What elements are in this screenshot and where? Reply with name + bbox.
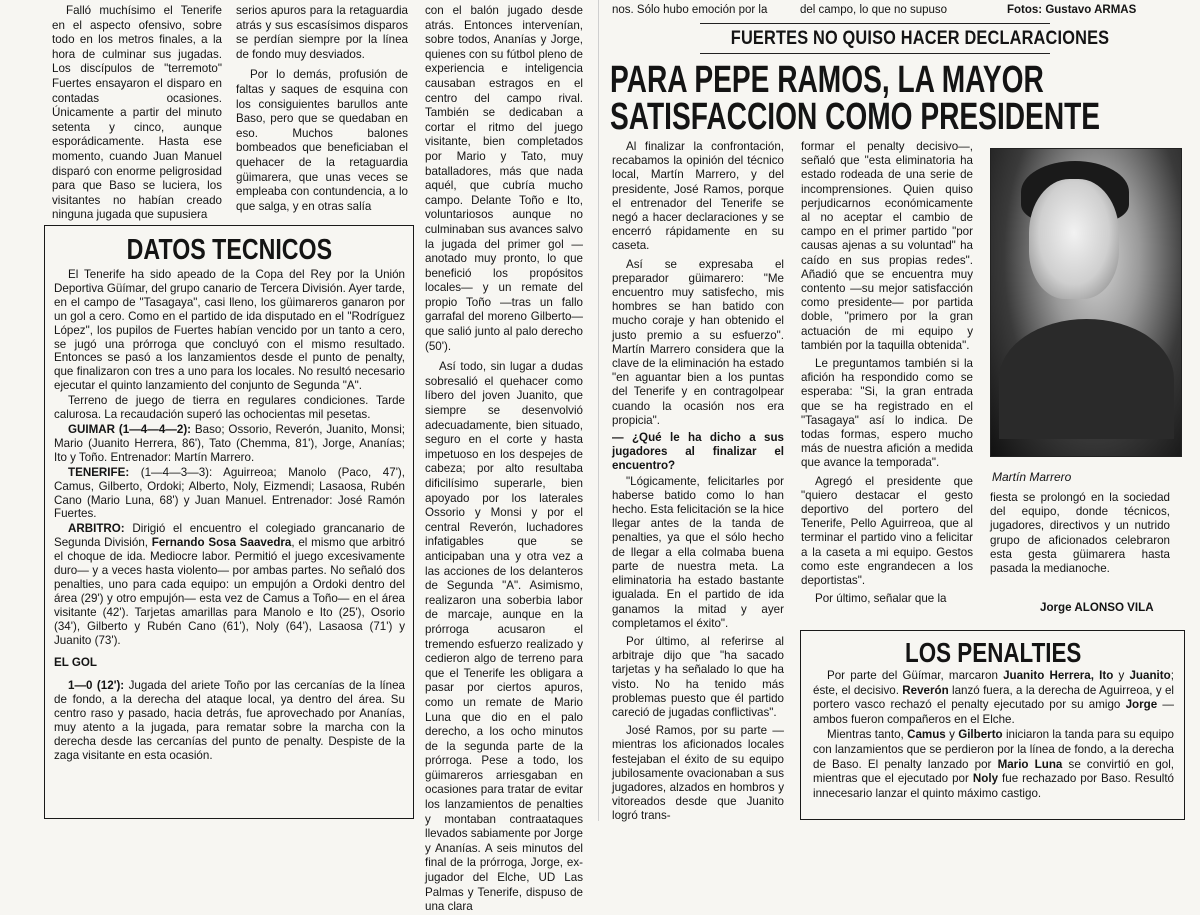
paragraph: Por lo demás, profusión de faltas y saques de esquina con los consiguientes barullos ante Baso, pero que se quedaban en eso. Muchos balones bombeados que beneficiaban el quehacer de la retaguardia güimarera, que unas veces se empleaba con contundencia, a lo que salga, y en otras salía bbox=[236, 68, 408, 213]
arbitro-text-a: Dirigió el encuentro el colegiado grancanario de Segunda División, bbox=[54, 522, 405, 550]
paragraph: Al finalizar la confrontación, recabamos la opinión del técnico local, Martín Marrero, y del presidente, José Ramos, porque el entrenador del Tenerife se negó a hacer declaraciones y se encerró rápidamente en su caseta. bbox=[612, 140, 784, 253]
byline: Jorge ALONSO VILA bbox=[1040, 601, 1154, 614]
gol-text: Jugada del ariete Toño por las cercanías de la línea de fondo, a la derecha del ataque local, ya dentro del área. Su centro raso y pasado, hacia detrás, fue aprovechado por Ananías, muy atento a la jugada, para rematar sobre la marcha con la derecha desde las cercanías del punto de penalty. Despiste de la zaga visitante en esta ocasión. bbox=[54, 679, 405, 762]
arbitro-text-b: , el mismo que arbitró el choque de ida. Mediocre labor. Permitió el juego excesivamente duro— y a veces hasta violento— por ambas partes. No señaló dos penalties, uno para cada equipo: un empujón a Ordoki dentro del área (29') y otro empujón— esta vez de Camus a Toño— en el área visitante (42'). Tarjetas amarillas para Manolo e Ito (25'), Osorio (34'), Gilberto y Rubén Cano (61'), Noly (64'), Lasaosa (71') y Juanito (73'). bbox=[54, 536, 405, 647]
datos-guimar bbox=[54, 423, 405, 465]
penalties-paragraph-1: Por parte del Güímar, marcaron Juanito Herrera, Ito y Juanito; éste, el decisivo. Reverón lanzó fuera, a la derecha de Aguirreoa, y el portero vasco rechazó el penalty ejecutado por su amigo Jorge — ambos fueron compañeros en el Elche. bbox=[813, 669, 1174, 726]
datos-title: DATOS TECNICOS bbox=[126, 234, 333, 266]
headline-line-1: PARA PEPE RAMOS, LA MAYOR bbox=[610, 59, 1044, 101]
paragraph: Así todo, sin lugar a dudas sobresalió el quehacer como líbero del joven Juanito, que siempre se desenvolvió adecuadamente, bien situado, seguro en el corte y hasta impetuoso en los despejes de cabeza; por alto resultaba dificilísimo superarle, bien apoyado por los laterales Ossorio y Monsi y por el central Reverón, luchadores infatigables que se anticipaban una y otra vez a las acciones de los delanteros de Segunda "A". Asimismo, realizaron una soberbia labor de marcaje, aunque en la prórroga acusaron el tremendo esfuerzo realizado y cedieron algo de terreno para que el Tenerife les obligara a pasar por ciertos apuros, como un remate de Mario Luna que dio en el palo derecho, a los ocho minutos de la segunda parte de la prórroga. Pese a todo, los güimareros arriesgaban en ocasiones para tratar de evitar los lanzamientos de penalties y montaban contraataques llevados sabiamente por Jorge y Ananías. A seis minutos del final de la prórroga, Jorge, ex-jugador del Elche, UD Las Palmas y Tenerife, dispuso de una clara bbox=[425, 360, 583, 914]
datos-intro: El Tenerife ha sido apeado de la Copa del Rey por la Unión Deportiva Güímar, del grupo canario de Tercera División. Ayer tarde, en el campo de "Tasagaya", casi lleno, los güimareros ganaron por un gol a cero. Como en el partido de ida disputado en el "Rodríguez López", los pupilos de Fuertes habían vencido por un tanto a cero, se jugó una prórroga que concluyó con el mismo resultado. Entonces se pasó a los lanzamientos desde el punto de penalty, que finalizaron con tres a uno para los locales. No resultó necesario ejecutar el quinto lanzamiento del conjunto de Segunda "A". bbox=[54, 268, 405, 393]
photo-face bbox=[1029, 179, 1119, 299]
datos-tenerife bbox=[54, 466, 405, 522]
paragraph: Así se expresaba el preparador güimarero: "Me encuentro muy satisfecho, mis hombres se han batido con mucho coraje y han obtenido el justo premio a su esfuerzo". Martín Marrero considera que la clave de la eliminación ha estado "en aguantar bien a los puntas del Tenerife y en contragolpear cuando la ocasión nos era propicia". bbox=[612, 257, 784, 427]
paragraph: con el balón jugado desde atrás. Entonces intervenían, sobre todos, Ananías y Jorge, quienes con su fútbol pleno de experiencia e inteligencia causaban estragos en el centro del campo rival. También se dedicaban a cortar el ritmo del juego visitante, bien completados por Mario y Tato, muy batalladores, más que nada aquél, que cubría mucho campo. Delante Toño e Ito, voluntariosos aunque no culminaban sus avances salvo la jugada del primer gol —anotado muy pronto, lo que benefició los propósitos locales— y un remate del propio Toño —tras un fallo garrafal del moreno Gilberto— que salió junto al palo derecho (50'). bbox=[425, 4, 583, 353]
penalties-box bbox=[800, 630, 1185, 820]
gol-label: EL GOL bbox=[54, 656, 97, 670]
gol-score: 1—0 (12'): bbox=[68, 679, 125, 693]
paragraph: Por último, señalar que la bbox=[815, 592, 947, 606]
guimar-label: GUIMAR (1—4—4—2): bbox=[68, 422, 192, 436]
portrait-photo bbox=[990, 148, 1182, 457]
photo-credit: Fotos: Gustavo ARMAS bbox=[1007, 4, 1137, 16]
paragraph: Le preguntamos también si la afición ha respondido como se esperaba: "Si, la gran entrada que se ha registrado en el "Tasagaya" así lo indica. De todas formas, espero mucho más de nuestra afición a medida que avance la temporada". bbox=[801, 357, 973, 470]
datos-body bbox=[54, 268, 405, 763]
datos-terreno: Terreno de juego de tierra en regulares condiciones. Tarde calurosa. La recaudación superó las ochocientas mil pesetas. bbox=[54, 394, 405, 422]
datos-gol bbox=[54, 679, 405, 762]
kicker: FUERTES NO QUISO HACER DECLARACIONES bbox=[730, 28, 1110, 49]
paragraph: Agregó el presidente que "quiero destacar el gesto deportivo del portero del Tenerife, Pello Aguirreoa, que al terminar el partido vino a felicitar a la caseta a mi equipo. Gestos como este engrandecen a los deportistas". bbox=[801, 474, 973, 588]
headline-line-2: SATISFACCION COMO PRESIDENTE bbox=[610, 96, 1101, 138]
tenerife-label: TENERIFE: bbox=[68, 465, 130, 479]
kicker-rule-bottom bbox=[700, 53, 1050, 54]
column-2-top bbox=[236, 4, 408, 214]
photo-caption: Martín Marrero bbox=[992, 470, 1072, 484]
paragraph: Por último, al referirse al arbitraje dijo que "ha sacado tarjetas y ha señalado lo que ha visto. No ha tenido más problemas puesto que él partido careció de jugadas conflictivas". bbox=[612, 634, 784, 719]
snippet-a: nos. Sólo hubo emoción por la bbox=[612, 4, 768, 16]
column-1-top bbox=[52, 4, 222, 223]
guimar-lineup: Baso; Ossorio, Reverón, Juanito, Monsi; Mario (Juanito Herrera, 86'), Tato (Chemma, 81'), Jorge, Ananías; Ito y Toño. Entrenador: Martín Marrero. bbox=[54, 422, 405, 464]
paragraph: fiesta se prolongó en la sociedad del equipo, donde técnicos, jugadores, directivos y un nutrido grupo de aficionados celebraron esta gesta güimarera hasta pasada la medianoche. bbox=[990, 491, 1170, 576]
penalties-body bbox=[813, 669, 1174, 801]
penalties-paragraph-2: Mientras tanto, Camus y Gilberto iniciaron la tanda para su equipo con lanzamientos que se perdieron por la línea de fondo, a la derecha de Baso. El penalty lanzado por Mario Luna se convirtió en gol, mientras que el ejecutado por Noly fue rechazado por Baso. Resultó innecesario lanzar el quinto máximo castigo. bbox=[813, 728, 1175, 800]
arbitro-label: ARBITRO: bbox=[68, 522, 125, 536]
snippet-b: del campo, lo que no supuso bbox=[800, 4, 948, 16]
question: — ¿Qué le ha dicho a sus jugadores al finalizar el encuentro? bbox=[612, 431, 784, 473]
datos-tecnicos-box bbox=[44, 225, 414, 819]
paragraph: Falló muchísimo el Tenerife en el aspecto ofensivo, sobre todo en los metros finales, a la hora de culminar sus jugadas. Los discípulos de "terremoto" Fuertes ensayaron el disparo en contadas ocasiones. Únicamente a partir del minuto setenta y cinco, aunque esporádicamente. Hasta ese momento, cuando Juan Manuel disparó con enorme peligrosidad para que Baso se luciera, los visitantes no habían creado ninguna jugada que supusiera bbox=[52, 4, 222, 222]
arbitro-name: Fernando Sosa Saavedra bbox=[151, 536, 292, 550]
article-column-b bbox=[801, 140, 973, 607]
paragraph: "Lógicamente, felicitarles por haberse batido como lo han hecho. Esta felicitación se la hice llegar antes de la tanda de penalties, ya que el sólo hecho de llegar a ella colmaba buena parte de nuestra meta. La eliminatoria ha estado bastante igualada. En el partido de ida ganamos la mitad y ayer completamos el éxito". bbox=[612, 474, 784, 630]
article-column-c bbox=[990, 491, 1170, 576]
article-column-a bbox=[612, 140, 784, 824]
penalties-title: LOS PENALTIES bbox=[905, 637, 1082, 668]
paragraph: formar el penalty decisivo—, señaló que "esta eliminatoria ha estado rodeada de una serie de incomprensiones. Quien quiso perjudicarnos económicamente al no aceptar el cambio de campo en el primer partido "por causas ajenas a su voluntad" ha caído en sus propias redes". Añadió que se encuentra muy contento —su mejor satisfacción como presidente— por partida doble, "primero por la gran actuación de mi equipo y también por la taquilla obtenida". bbox=[801, 140, 973, 352]
kicker-rule-top bbox=[700, 23, 1050, 24]
column-3 bbox=[425, 4, 583, 915]
photo-shoulders bbox=[999, 319, 1174, 439]
tenerife-lineup: (1—4—3—3): Aguirreoa; Manolo (Paco, 47'), Camus, Gilberto, Ordoki; Alberto, Noly, Eizmendi; Lasaosa, Rubén Cano (Mario Luna, 68') y Juan Manuel. Entrenador: José Ramón Fuertes. bbox=[54, 465, 405, 521]
paragraph: serios apuros para la retaguardia atrás y sus escasísimos disparos se perdían siempre por la línea de fondo muy desviados. bbox=[236, 4, 408, 61]
page-gutter bbox=[598, 0, 599, 821]
datos-arbitro bbox=[54, 522, 405, 647]
paragraph: José Ramos, por su parte —mientras los aficionados locales festejaban el éxito de su equipo jubilosamente ovacionaban a sus jugadores, alzados en hombros y vitoreados desde que Juanito logró trans- bbox=[612, 724, 784, 823]
